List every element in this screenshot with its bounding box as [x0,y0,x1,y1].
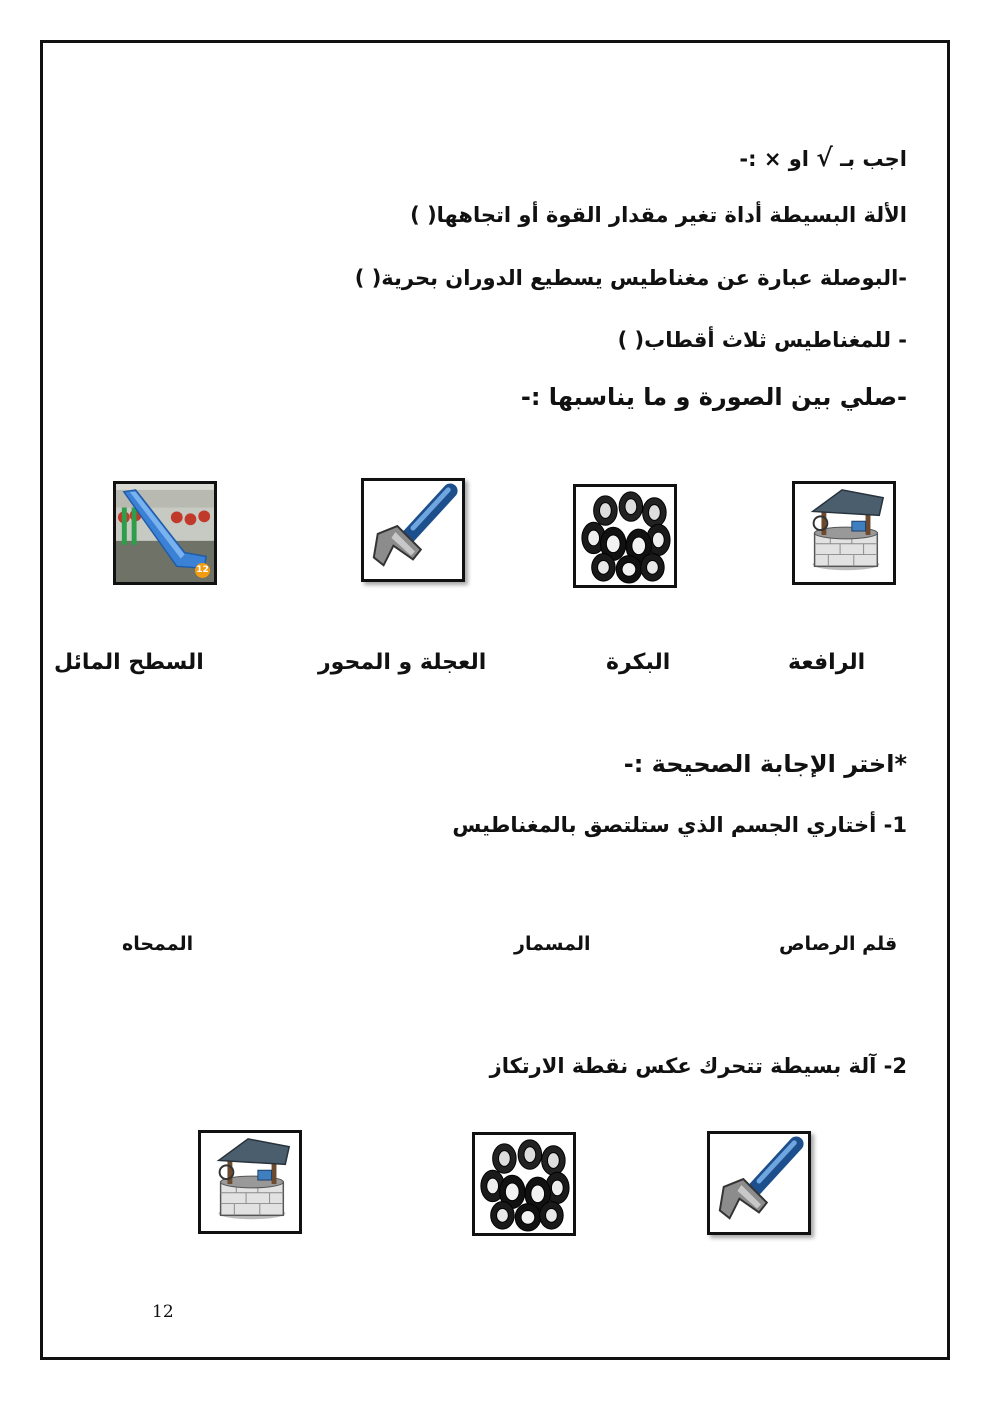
well-image [792,481,896,585]
label-inclined-plane: السطح المائل [54,650,204,675]
tf-statement-3: - للمغناطيس ثلاث أقطاب( ) [617,328,907,352]
q2-well-image[interactable] [198,1130,302,1234]
mcq-q2: 2- آلة بسيطة تتحرك عكس نقطة الارتكاز [489,1054,907,1078]
label-wheel-axle: العجلة و المحور [318,650,487,675]
tf-statement-2: -البوصلة عبارة عن مغناطيس يسطيع الدوران بحرية( ) [354,266,907,290]
label-pulley: البكرة [606,650,671,675]
tf-statement-1: الألة البسيطة أداة تغير مقدار القوة أو اتجاهها( ) [410,203,907,227]
mcq-title: *اختر الإجابة الصحيحة :- [623,750,907,778]
tires-image [573,484,677,588]
q2-tires-image[interactable] [472,1132,576,1236]
q1-option-pencil[interactable]: قلم الرصاص [779,933,898,955]
label-lever: الرافعة [788,650,866,675]
q2-hammer-image[interactable] [707,1131,811,1235]
slide-image [113,481,217,585]
slide-badge: 12 [195,563,210,578]
q1-option-eraser[interactable]: الممحاه [122,933,194,955]
q1-option-nail[interactable]: المسمار [514,933,591,955]
tf-instruction: اجب بـ √ او × :- [739,143,907,172]
page-number: 12 [152,1302,174,1322]
mcq-q1: 1- أختاري الجسم الذي ستلتصق بالمغناطيس [452,813,907,837]
matching-title: -صلي بين الصورة و ما يناسبها :- [520,383,907,411]
tick-mark: √ [816,143,833,172]
hammer-image [361,478,465,582]
